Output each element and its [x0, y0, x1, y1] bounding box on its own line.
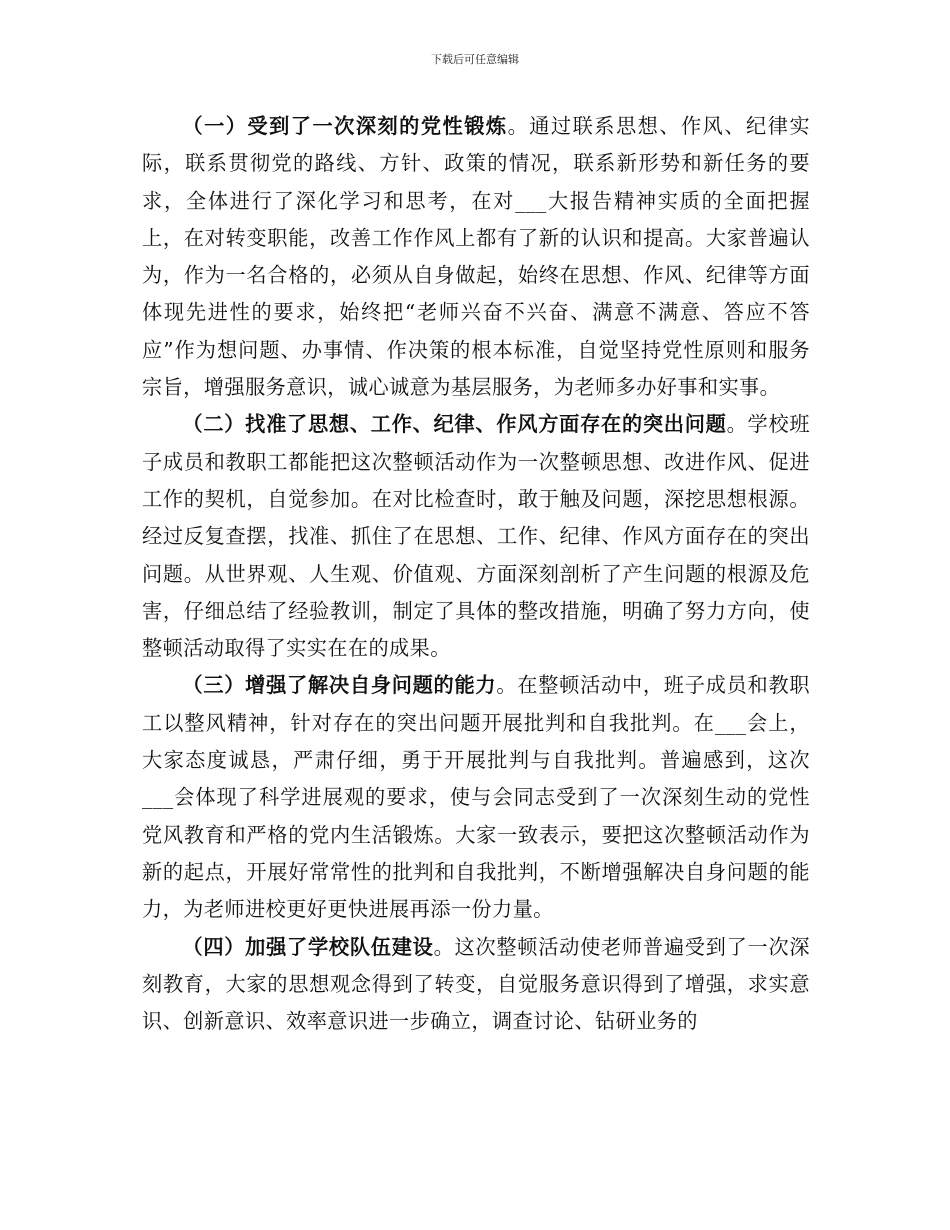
paragraph-1	[142, 108, 810, 406]
paragraph-3-heading: （三）增强了解决自身问题的能力	[182, 673, 497, 698]
paragraph-3	[142, 667, 810, 928]
paragraph-2-heading: （二）找准了思想、工作、纪律、作风方面存在的突出问题	[182, 412, 727, 437]
paragraph-4	[142, 929, 810, 1041]
page-header: 下载后可任意编辑	[431, 53, 519, 66]
paragraph-2-text: 。学校班子成员和教职工都能把这次整顿活动作为一次整顿思想、改进作风、促进工作的契机，自觉参加。在对比检查时，敢于触及问题，深挖思想根源。经过反复查摆，找准、抓住了在思想、工作、纪律、作风方面存在的突出问题。从世界观、人生观、价值观、方面深刻剖析了产生问题的根源及危害，仔细总结了经验教训，制定了具体的整改措施，明确了努力方向，使整顿活动取得了实实在在的成果。	[142, 412, 810, 661]
document-body	[142, 108, 810, 1040]
paragraph-3-text: 。在整顿活动中，班子成员和教职工以整风精神，针对存在的突出问题开展批判和自我批判。在___会上，大家态度诚恳，严肃仔细，勇于开展批判与自我批判。普遍感到，这次___会体现了科学进展观的要求，使与会同志受到了一次深刻生动的党性党风教育和严格的党内生活锻炼。大家一致表示，要把这次整顿活动作为新的起点，开展好常常性的批判和自我批判，不断增强解决自身问题的能力，为老师进校更好更快进展再添一份力量。	[142, 673, 810, 922]
paragraph-4-heading: （四）加强了学校队伍建设	[182, 934, 434, 959]
paragraph-1-text: 。通过联系思想、作风、纪律实际，联系贯彻党的路线、方针、政策的情况，联系新形势和新任务的要求，全体进行了深化学习和思考，在对___大报告精神实质的全面把握上，在对转变职能，改善工作作风上都有了新的认识和提高。大家普遍认为，作为一名合格的，必须从自身做起，始终在思想、作风、纪律等方面体现先进性的要求，始终把“老师兴奋不兴奋、满意不满意、答应不答应”作为想问题、办事情、作决策的根本标准，自觉坚持党性原则和服务宗旨，增强服务意识，诚心诚意为基层服务，为老师多办好事和实事。	[142, 114, 810, 400]
paragraph-1-heading: （一）受到了一次深刻的党性锻炼	[182, 114, 508, 138]
paragraph-2	[142, 406, 810, 667]
paragraph-4-text: 。这次整顿活动使老师普遍受到了一次深刻教育，大家的思想观念得到了转变，自觉服务意识得到了增强，求实意识、创新意识、效率意识进一步确立，调查讨论、钻研业务的	[142, 934, 810, 1034]
